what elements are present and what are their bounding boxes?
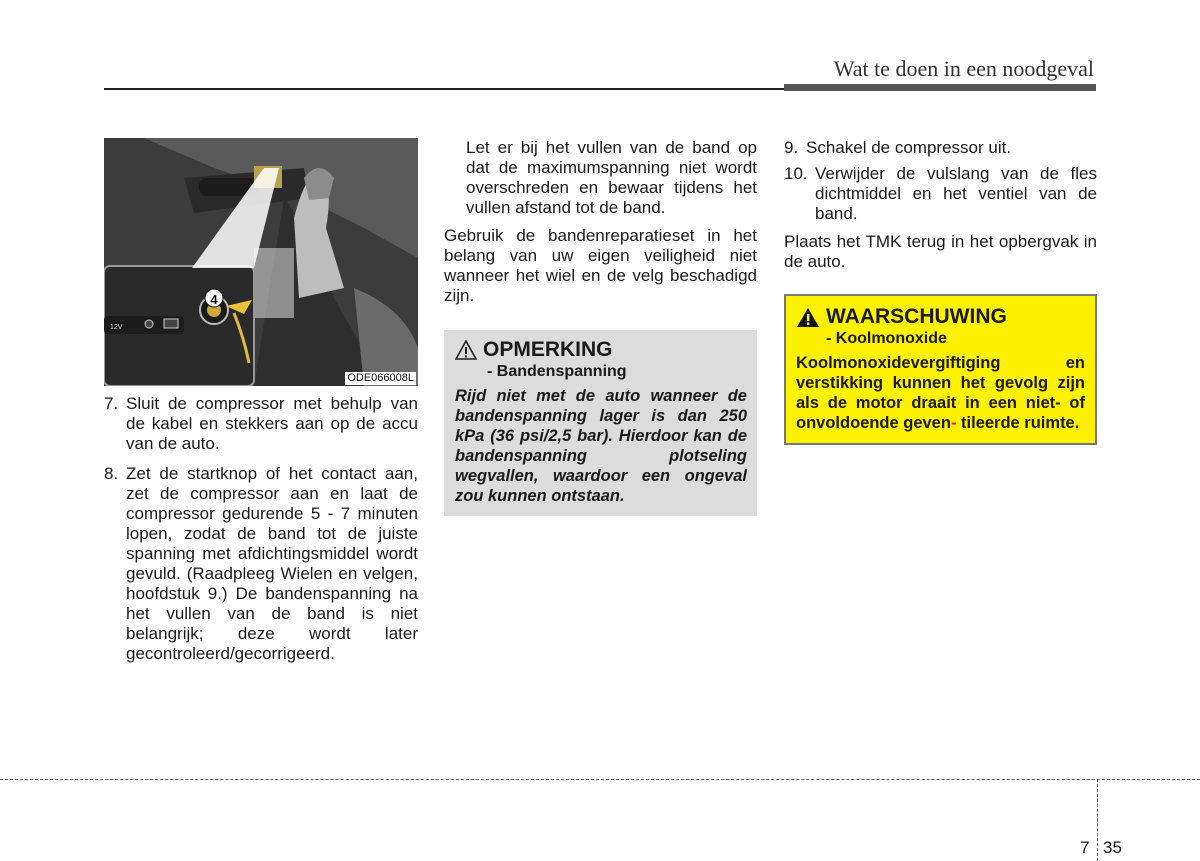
column-middle	[444, 138, 757, 516]
steps-list	[104, 394, 418, 664]
paragraph: Plaats het TMK terug in het opbergvak in de auto.	[784, 232, 1097, 271]
footer-divider	[1097, 779, 1098, 861]
warning-box	[784, 294, 1097, 445]
step-number: 7.	[104, 394, 119, 413]
svg-text:12V: 12V	[110, 324, 123, 331]
column-right	[784, 138, 1097, 445]
footer-rule	[0, 779, 1200, 780]
step-number: 10.	[784, 164, 808, 183]
page-number: 35	[1103, 838, 1122, 857]
console-illustration	[104, 138, 418, 386]
warning-header	[796, 305, 1085, 329]
warning-body-main: Koolmonoxidevergiftiging en verstikking kunnen het gevolg zijn als de motor draait in een niet- of onvoldoende geven	[796, 354, 1085, 432]
warning-hyphen: -	[950, 414, 957, 432]
chapter-number: 7	[1080, 838, 1090, 857]
list-item	[104, 394, 418, 454]
warning-subtitle: - Koolmonoxide	[826, 330, 947, 347]
caution-triangle-icon	[455, 340, 477, 360]
step-text: Sluit de compressor met behulp van de kabel en stekkers aan op de accu van de auto.	[126, 394, 418, 453]
warning-title: WAARSCHUWING	[826, 305, 1007, 328]
step-text: Zet de startknop of het contact aan, zet de compressor aan en laat de compressor gedurende 5 - 7 minuten lopen, zodat de band tot de juiste spanning met afdichtingsmiddel wordt gevuld. (Raadpleeg Wielen en velgen, hoofdstuk 9.) De bandenspanning na het vullen van de band is niet belangrijk; deze wordt later gecontroleerd/gecorrigeerd.	[126, 464, 418, 663]
step-text: Verwijder de vulslang van de fles dichtmiddel en het ventiel van de band.	[815, 164, 1097, 223]
step-continued-text: Let er bij het vullen van de band op dat de maximumspanning niet wordt overschreden en bewaar tijdens het vullen afstand tot de band.	[466, 138, 757, 217]
paragraph: Gebruik de bandenreparatieset in het belang van uw eigen veiligheid niet wanneer het wiel en de velg beschadigd zijn.	[444, 226, 757, 305]
header-rule-bar	[784, 84, 1096, 91]
note-box	[444, 330, 757, 516]
callout-number: 4	[210, 292, 218, 307]
list-item	[104, 464, 418, 664]
center-console-photo	[104, 138, 418, 386]
note-body: Rijd niet met de auto wanneer de bandenspanning lager is dan 250 kPa (36 psi/2,5 bar). Hierdoor kan de bandenspanning plotseling wegvallen, waardoor een ongeval zou kunnen ontstaan.	[455, 387, 747, 505]
warning-body-end: tileerde ruimte.	[961, 414, 1080, 432]
note-subtitle: - Bandenspanning	[487, 363, 627, 380]
note-title: OPMERKING	[483, 338, 613, 361]
warning-triangle-icon	[796, 307, 820, 328]
column-left	[104, 138, 418, 664]
page-header-title: Wat te doen in een noodgeval	[833, 56, 1094, 81]
figure-code: ODE066008L	[347, 372, 414, 384]
step-number: 8.	[104, 464, 119, 483]
header-rule	[104, 88, 784, 90]
list-item	[784, 164, 1097, 224]
note-header	[455, 338, 747, 362]
step-text: Schakel de compressor uit.	[806, 138, 1012, 157]
list-item	[784, 138, 1097, 158]
warning-body	[796, 353, 1085, 433]
step-number: 9.	[784, 138, 799, 157]
